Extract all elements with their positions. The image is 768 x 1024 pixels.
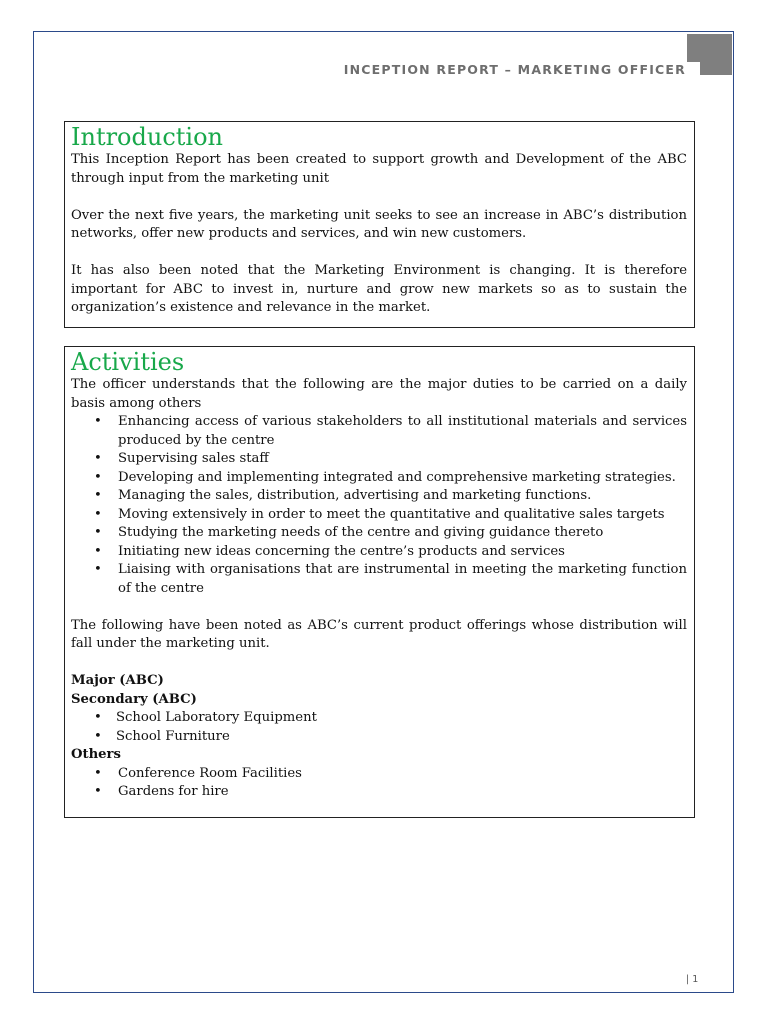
- bullet-icon: •: [94, 784, 102, 799]
- list-item: • Studying the marketing needs of the centre and giving guidance thereto: [71, 524, 687, 543]
- bullet-icon: •: [94, 543, 102, 559]
- secondary-list: [71, 709, 687, 746]
- bullet-icon: •: [94, 488, 102, 503]
- list-item: • Enhancing access of various stakeholders to all institutional materials and services produced by the centre: [94, 414, 687, 448]
- list-item: • Liaising with organisations that are instrumental in meeting the marketing function of the centre: [94, 562, 687, 596]
- header-title: INCEPTION REPORT – MARKETING OFFICER: [343, 62, 686, 77]
- bullet-icon: •: [94, 728, 102, 744]
- major-label: Major (ABC): [71, 673, 164, 688]
- activities-section: [64, 346, 695, 818]
- list-item: • Managing the sales, distribution, advertising and marketing functions.: [71, 487, 687, 506]
- introduction-heading: Introduction: [71, 123, 223, 151]
- bullet-icon: •: [94, 414, 102, 429]
- list-item: • Moving extensively in order to meet the quantitative and qualitative sales targets: [71, 506, 687, 525]
- bullet-icon: •: [94, 469, 102, 485]
- bullet-icon: •: [94, 765, 102, 781]
- offerings-paragraph: The following have been noted as ABC’s current product offerings whose distribution will fall under the marketing unit.: [71, 617, 687, 651]
- bullet-icon: •: [94, 525, 102, 540]
- introduction-section: [64, 121, 695, 328]
- list-item: • Developing and implementing integrated and comprehensive marketing strategies.: [71, 469, 687, 488]
- activities-heading: Activities: [71, 348, 185, 376]
- list-item: • Initiating new ideas concerning the centre’s products and services: [71, 543, 687, 562]
- list-item: • School Furniture: [71, 728, 687, 747]
- activities-intro: The officer understands that the following are the major duties to be carried on a daily basis among others: [71, 377, 687, 411]
- list-item: • Gardens for hire: [71, 783, 687, 802]
- page-number: | 1: [686, 974, 699, 985]
- secondary-label: Secondary (ABC): [71, 691, 197, 707]
- list-item: • Supervising sales staff: [71, 450, 687, 469]
- bullet-icon: •: [94, 506, 102, 522]
- header-corner-notch: [687, 62, 700, 76]
- intro-paragraph-3: It has also been noted that the Marketing Environment is changing. It is therefore important for ABC to invest in, nurture and grow new markets so as to sustain the organization’s existence and relevance in the market.: [71, 263, 687, 315]
- intro-paragraph-1: This Inception Report has been created to support growth and Development of the ABC through input from the marketing unit: [71, 152, 687, 186]
- bullet-icon: •: [94, 710, 102, 725]
- duties-list: [71, 413, 687, 598]
- list-item: • School Laboratory Equipment: [71, 709, 687, 728]
- bullet-icon: •: [94, 562, 102, 577]
- others-label: Others: [71, 747, 121, 762]
- list-item: • Conference Room Facilities: [71, 765, 687, 784]
- intro-paragraph-2: Over the next five years, the marketing unit seeks to see an increase in ABC’s distribution networks, offer new products and services, and win new customers.: [71, 207, 687, 241]
- bullet-icon: •: [94, 451, 102, 466]
- others-list: [71, 765, 687, 802]
